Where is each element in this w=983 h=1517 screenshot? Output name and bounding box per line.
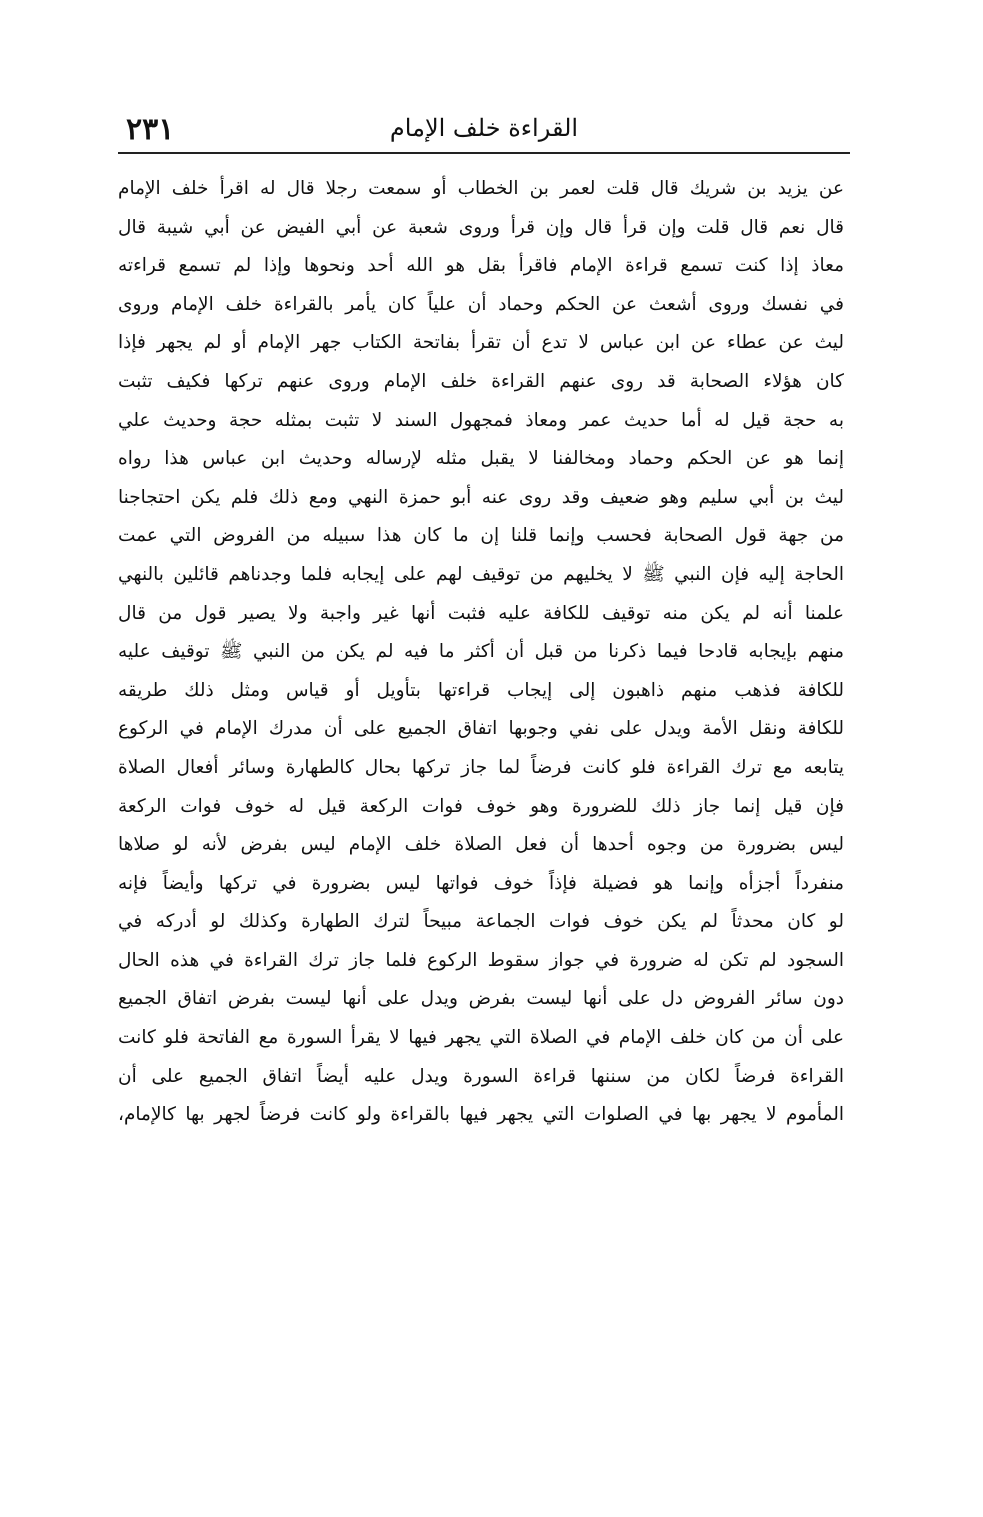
text-line: ليس بضرورة من وجوه أحدها أن فعل الصلاة خلف الإمام ليس بفرض لأنه لو صلاها xyxy=(118,834,844,856)
text-line: يتابعه مع ترك القراءة فلو كانت فرضاً لما جاز تركها بحال كالطهارة وسائر أفعال الصلاة xyxy=(118,756,844,778)
text-line: الحاجة إليه فإن النبي ﷺ لا يخليهم من توقيف لهم على إيجابه فلما وجدناهم قائلين بالنهي xyxy=(118,563,844,585)
text-line: فإن قيل إنما جاز ذلك للضرورة وهو خوف فوات الركعة قيل له خوف فوات الركعة xyxy=(118,795,844,817)
text-line: إنما هو عن الحكم وحماد ومخالفنا لا يقبل مثله لإرساله وحديث ابن عباس هذا رواه xyxy=(118,448,844,470)
text-line: لو كان محدثاً لم يكن خوف فوات الجماعة مبيحاً لترك الطهارة وكذلك لو أدركه في xyxy=(118,911,844,933)
text-line: دون سائر الفروض دل على أنها ليست بفرض ويدل على أنها ليست بفرض اتفاق الجميع xyxy=(118,988,844,1010)
text-line: به حجة قيل له أما حديث عمر ومعاذ فمجهول السند لا تثبت بمثله حجة وحديث علي xyxy=(118,409,844,431)
text-line: للكافة فذهب منهم ذاهبون إلى إيجاب قراءتها بتأويل أو قياس ومثل ذلك طريقه xyxy=(118,679,844,701)
text-line: على أن من كان خلف الإمام في الصلاة التي يجهر فيها لا يقرأ السورة مع الفاتحة فلو كانت xyxy=(118,1027,844,1049)
text-line: ليث بن أبي سليم وهو ضعيف وقد روى عنه أبو حمزة النهي ومع ذلك فلم يكن احتجاجنا xyxy=(118,486,844,508)
page-header xyxy=(118,110,850,152)
text-line: السجود لم تكن له ضرورة في جواز سقوط الركوع فلما جاز ترك القراءة في هذه الحال xyxy=(118,949,844,971)
text-line: علمنا أنه لم يكن منه توقيف للكافة عليه فثبت أنها غير واجبة ولا يصير قول من قال xyxy=(118,602,844,624)
text-line: منهم بإيجابه قادحا فيما ذكرنا من قبل أن أكثر ما فيه لم يكن من النبي ﷺ توقيف عليه xyxy=(118,641,844,663)
text-line: من جهة قول الصحابة فحسب وإنما قلنا إن ما كان هذا سبيله من الفروض التي عمت xyxy=(118,525,844,547)
text-line: للكافة ونقل الأمة ويدل على نفي وجوبها اتفاق الجميع على أن مدرك الإمام في الركوع xyxy=(118,718,844,740)
text-line: المأموم لا يجهر بها في الصلوات التي يجهر فيها بالقراءة ولو كانت فرضاً لجهر بها كالإمام، xyxy=(118,1104,844,1126)
text-line: كان هؤلاء الصحابة قد روى عنهم القراءة خلف الإمام وروى عنهم تركها فكيف تثبت xyxy=(118,370,844,392)
running-title: القراءة خلف الإمام xyxy=(389,114,579,142)
text-line: في نفسك وروى أشعث عن الحكم وحماد أن علياً كان يأمر بالقراءة خلف الإمام وروى xyxy=(118,293,844,315)
text-line: ليث عن عطاء عن ابن عباس لا تدع أن تقرأ بفاتحة الكتاب جهر الإمام أو لم يجهر فإذا xyxy=(118,332,844,354)
text-line: القراءة فرضاً لكان من سننها قراءة السورة ويدل عليه أيضاً اتفاق الجميع على أن xyxy=(118,1065,844,1087)
header-rule xyxy=(118,152,850,154)
text-line: عن يزيد بن شريك قال قلت لعمر بن الخطاب أو سمعت رجلا قال له اقرأ خلف الإمام xyxy=(118,178,844,199)
text-line: قال نعم قال قلت وإن قرأ قال وإن قرأ وروى شعبة عن أبي الفيض عن أبي شيبة قال xyxy=(118,216,844,238)
body-text xyxy=(118,170,844,1135)
page-number: ٢٣١ xyxy=(126,112,175,147)
text-line: منفرداً أجزأه وإنما هو فضيلة فإذاً خوف فواتها ليس بضرورة في تركها وأيضاً فإنه xyxy=(118,872,844,894)
text-line: معاذ إذا كنت تسمع قراءة الإمام فاقرأ بقل هو الله أحد ونحوها وإذا لم تسمع قراءته xyxy=(118,255,844,277)
